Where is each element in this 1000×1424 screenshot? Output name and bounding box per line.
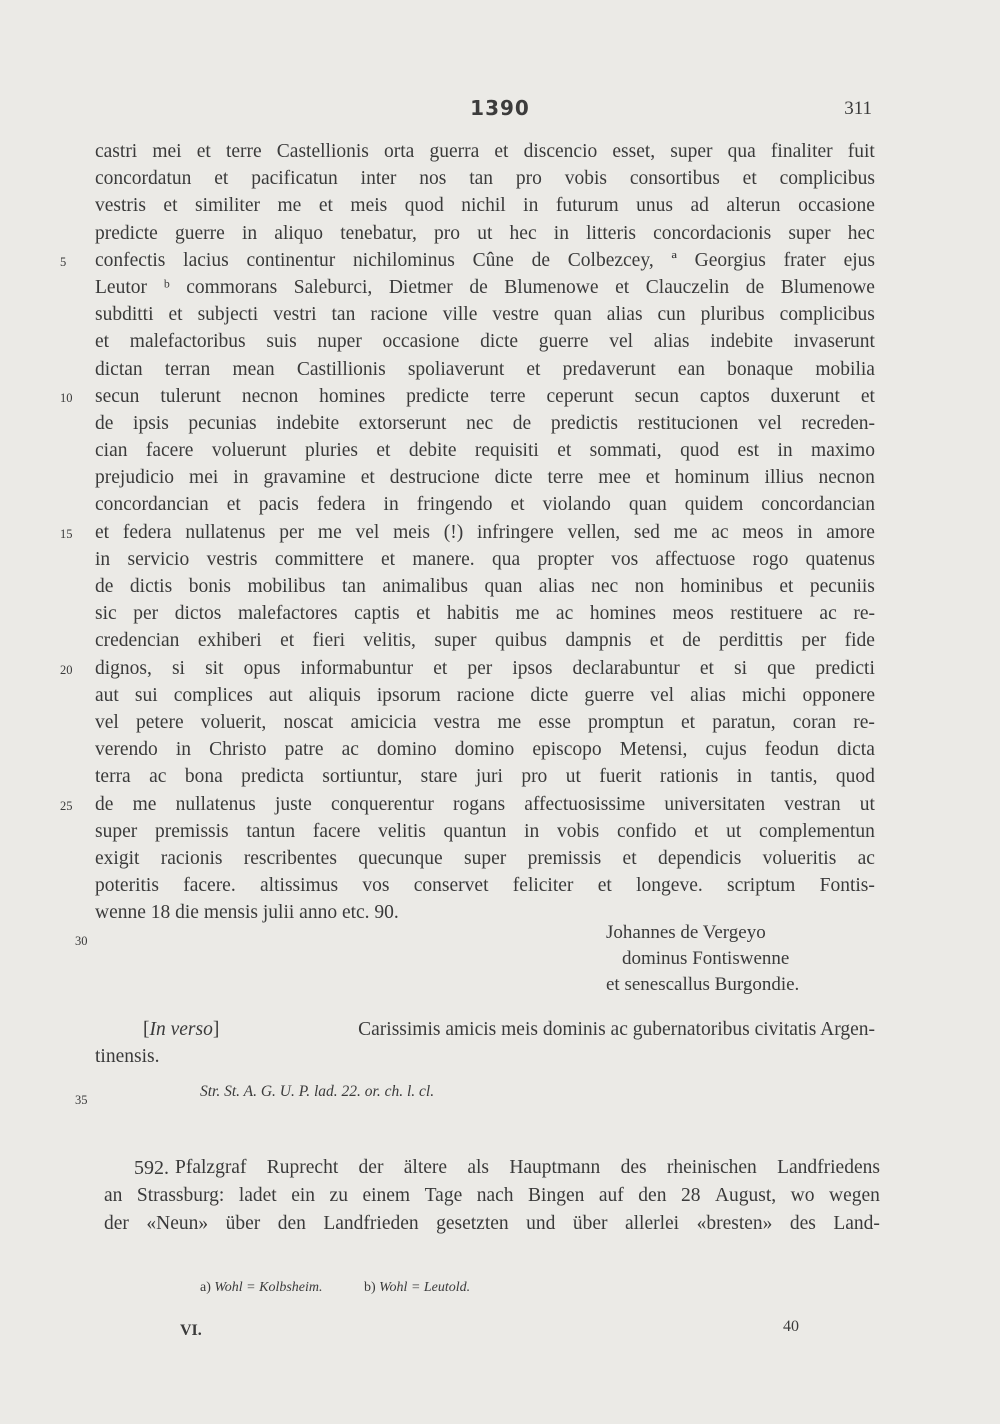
text-line [95,682,875,709]
text-line [60,247,875,274]
text-line-content: subditti et subjecti vestri tan racione ville vestre quan alias cun pluribus complicibus [95,304,875,326]
page-number: 311 [844,98,872,119]
line-number: 15 [60,526,73,541]
line-number: 10 [60,390,73,405]
line-number: 5 [60,254,67,269]
sheet-number: 40 [783,1318,799,1335]
text-line-content: et malefactoribus suis nuper occasione dicte guerre vel alias indebite invaserunt [95,331,875,353]
text-line-content: concordancian et pacis federa in fringendo et violando quan quidem concordancian [95,494,875,516]
text-line [95,627,875,654]
text-line [60,383,875,410]
line-number-35: 35 [75,1093,88,1107]
text-line-content: castri mei et terre Castellionis orta guerra et discencio esset, super qua finaliter fuit [95,141,875,162]
text-line [95,192,875,219]
archival-source: Str. St. A. G. U. P. lad. 22. or. ch. l. cl. [200,1083,435,1100]
text-line-content: aut sui complices aut aliquis ipsorum racione dicte guerre vel alias michi opponere [95,684,875,706]
text-line [95,464,875,491]
entry-line: Pfalzgraf Ruprecht der ältere als Hauptmann des rheinischen Landfriedens [175,1157,880,1178]
text-line [95,410,875,437]
line-number-30: 30 [75,934,88,948]
text-line-content: et federa nullatenus per me vel meis (!) infringere vellen, sed me ac meos in amore [95,521,875,543]
text-line [60,655,875,682]
text-line [95,165,875,192]
entry-line: an Strassburg: ladet ein zu einem Tage nach Bingen auf den 28 August, wo wegen [104,1185,880,1206]
entry-line: der «Neun» über den Landfrieden gesetzten und über allerlei «bresten» des Land- [104,1213,880,1234]
text-line-content: vel petere voluerit, noscat amicicia vestra me esse promptun et paratun, coran re- [95,711,875,733]
text-line-content: dignos, si sit opus informabuntur et per ipsos declarabuntur et si que predicti [95,657,875,679]
text-line-content: de dictis bonis mobilibus tan animalibus quan alias nec non hominibus et pecuniis [95,576,875,597]
text-line-content: secun tulerunt necnon homines predicte terre ceperunt secun captos duxerunt et [95,385,875,407]
text-line [95,437,875,464]
header-year: 1390 [470,96,530,120]
text-line-content: verendo in Christo patre ac domino domino episcopo Metensi, cujus feodun dicta [95,739,875,761]
text-line [95,301,875,328]
text-line-content: terra ac bona predicta sortiuntur, stare juri pro ut fuerit rationis in tantis, quod [95,766,875,788]
document-entry-592 [104,1154,880,1238]
text-line-content: super premissis tantun facere velitis quantun in vobis confido et ut complementun [95,820,875,842]
text-line [95,220,875,247]
line-number: 25 [60,798,73,813]
signature-block [606,920,799,998]
text-line [95,709,875,736]
text-line-content: de ipsis pecunias indebite extorserunt nec de predictis restitucionen vel recreden- [95,412,875,434]
text-line-content: concordatun et pacificatun inter nos tan pro vobis consortibus et complicibus [95,168,875,190]
letter-body [60,138,875,926]
text-line-content: vestris et similiter me et meis quod nichil in futurum unus ad alterun occasione [95,195,875,217]
text-line-content: dictan terran mean Castillionis spoliaverunt et predaverunt ean bonaque mobilia [95,358,875,380]
text-line-content: poteritis facere. altissimus vos conservet feliciter et longeve. scriptum Fontis- [95,875,875,897]
text-line [95,546,875,573]
signature-line: Johannes de Vergeyo [606,922,766,943]
text-line [95,736,875,763]
text-line [95,818,875,845]
text-line-content: predicte guerre in aliquo tenebatur, pro ut hec in litteris concordacionis super hec [95,222,875,244]
footnote-b-mark: b) [364,1280,376,1295]
text-line-content: de me nullatenus juste conquerentur rogans affectuosissime universitaten vestran ut [95,793,875,815]
text-line [60,519,875,546]
address-verso: [In verso] Carissimis amicis meis dominis ac gubernatoribus civitatis Argen- tinensis. [95,1016,875,1070]
text-line [95,763,875,790]
text-line-content: credencian exhiberi et fieri velitis, super quibus dampnis et de perdittis per fide [95,630,875,652]
text-line-content: confectis lacius continentur nichilominus Cûne de Colbezcey, ª Georgius frater ejus [95,249,875,271]
text-line-content: wenne 18 die mensis julii anno etc. 90. [95,902,399,924]
text-line-content: cian facere voluerunt pluries et debite requisiti et sommati, quod est in maximo [95,440,875,462]
line-number: 20 [60,662,73,677]
verso-label: In verso [149,1019,213,1040]
footnote-b-text: Wohl = Leutold. [379,1280,471,1295]
text-line [95,356,875,383]
text-line [95,845,875,872]
text-line [95,573,875,600]
footnote-a-mark: a) [200,1280,211,1295]
text-line-content: exigit racionis rescribentes quecunque super premissis et dependicis volueritis ac [95,847,875,869]
verso-address-line-2: tinensis. [95,1046,160,1067]
entry-number: 592. [134,1157,169,1179]
text-line [95,328,875,355]
text-line [95,600,875,627]
footnote-a-text: Wohl = Kolbsheim. [214,1280,323,1295]
text-line [95,491,875,518]
verso-address-line-1: Carissimis amicis meis dominis ac gubernatoribus civitatis Argen- [358,1019,875,1040]
text-line [60,791,875,818]
text-line-content: prejudicio mei in gravamine et destrucione dicte terre mee et hominum illius necnon [95,467,875,489]
text-line [95,274,875,301]
footnotes [200,1280,470,1296]
text-line-content: sic per dictos malefactores captis et habitis me ac homines meos restituere ac re- [95,603,875,625]
text-line [95,138,875,165]
text-line-content: Leutor ᵇ commorans Saleburci, Dietmer de Blumenowe et Clauczelin de Blumenowe [95,276,875,298]
text-line [95,872,875,899]
text-line-content: in servicio vestris committere et manere. qua propter vos affectuose rogo quatenus [95,548,875,570]
signature-line: et senescallus Burgondie. [606,974,800,995]
signature-line: dominus Fontiswenne [622,948,790,969]
volume-marker: VI. [180,1322,202,1339]
